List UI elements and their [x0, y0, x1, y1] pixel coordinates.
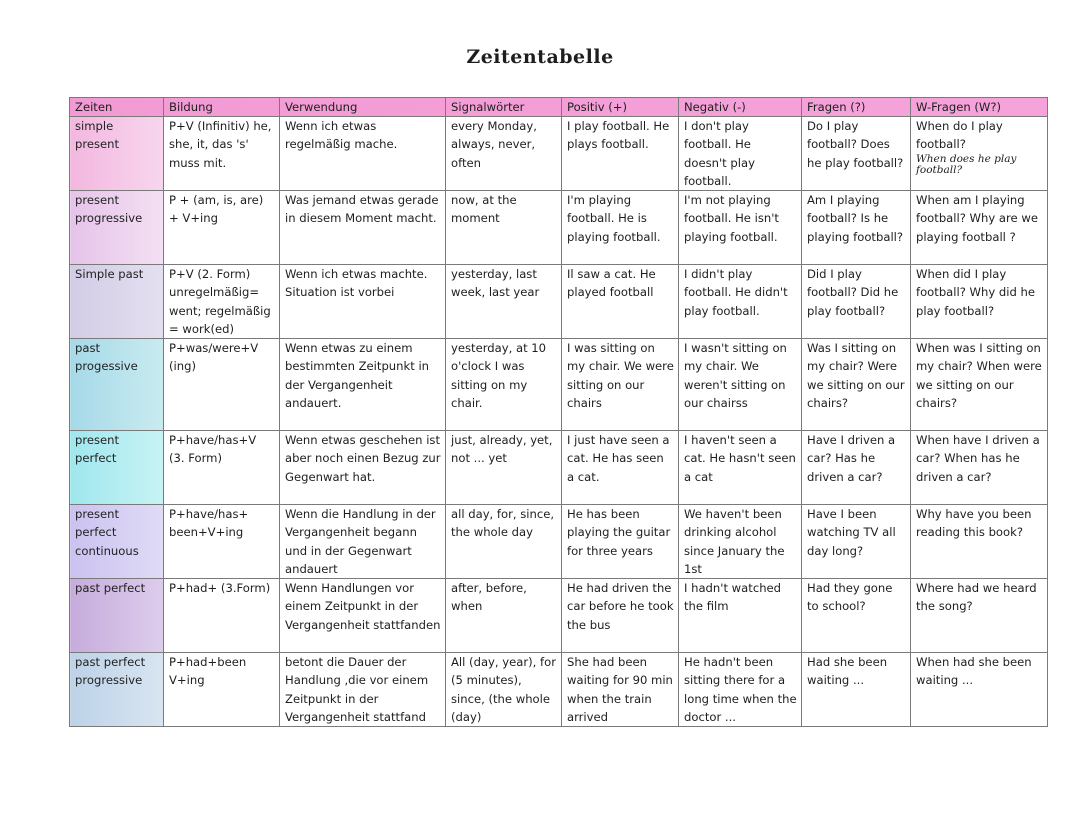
- verwendung-cell: betont die Dauer der Handlung ,die vor einem Zeitpunkt in der Vergangenheit stattfand: [280, 653, 446, 727]
- header-bildung: Bildung: [164, 98, 280, 117]
- header-positiv: Positiv (+): [562, 98, 679, 117]
- bildung-cell: P+V (2. Form) unregelmäßig= went; regelmäßig = work(ed): [164, 265, 280, 339]
- positiv-cell: I'm playing football. He is playing football.: [562, 191, 679, 265]
- positiv-cell: She had been waiting for 90 min when the train arrived: [562, 653, 679, 727]
- signal-cell: after, before, when: [446, 579, 562, 653]
- tense-cell: past perfect progressive: [70, 653, 164, 727]
- table-row: [70, 653, 1048, 727]
- signal-cell: All (day, year), for (5 minutes), since, (the whole (day): [446, 653, 562, 727]
- verwendung-cell: Wenn Handlungen vor einem Zeitpunkt in der Vergangenheit stattfanden: [280, 579, 446, 653]
- w-fragen-cell: Why have you been reading this book?: [911, 505, 1048, 579]
- table-row: [70, 117, 1048, 191]
- table-row: [70, 191, 1048, 265]
- w-fragen-cell: When had she been waiting ...: [911, 653, 1048, 727]
- header-zeiten: Zeiten: [70, 98, 164, 117]
- positiv-cell: I just have seen a cat. He has seen a cat.: [562, 431, 679, 505]
- tense-cell: present perfect: [70, 431, 164, 505]
- bildung-cell: P+V (Infinitiv) he, she, it, das 's' muss mit.: [164, 117, 280, 191]
- w-fragen-cell: Where had we heard the song?: [911, 579, 1048, 653]
- verwendung-cell: Wenn ich etwas machte. Situation ist vorbei: [280, 265, 446, 339]
- bildung-cell: P+was/were+V (ing): [164, 339, 280, 431]
- fragen-cell: Had she been waiting ...: [802, 653, 911, 727]
- positiv-cell: He had driven the car before he took the bus: [562, 579, 679, 653]
- tense-cell: past perfect: [70, 579, 164, 653]
- header-verwendung: Verwendung: [280, 98, 446, 117]
- signal-cell: yesterday, at 10 o'clock I was sitting on my chair.: [446, 339, 562, 431]
- bildung-cell: P+had+been V+ing: [164, 653, 280, 727]
- table-row: [70, 431, 1048, 505]
- fragen-cell: Am I playing football? Is he playing football?: [802, 191, 911, 265]
- bildung-cell: P+have/has+V (3. Form): [164, 431, 280, 505]
- tense-cell: present progressive: [70, 191, 164, 265]
- verwendung-cell: Wenn die Handlung in der Vergangenheit begann und in der Gegenwart andauert: [280, 505, 446, 579]
- positiv-cell: I was sitting on my chair. We were sitting on our chairs: [562, 339, 679, 431]
- positiv-cell: Il saw a cat. He played football: [562, 265, 679, 339]
- fragen-cell: Had they gone to school?: [802, 579, 911, 653]
- verwendung-cell: Wenn etwas zu einem bestimmten Zeitpunkt in der Vergangenheit andauert.: [280, 339, 446, 431]
- verwendung-cell: Wenn etwas geschehen ist aber noch einen Bezug zur Gegenwart hat.: [280, 431, 446, 505]
- w-fragen-cell: When am I playing football? Why are we playing football ?: [911, 191, 1048, 265]
- header-fragen: Fragen (?): [802, 98, 911, 117]
- fragen-cell: Do I play football? Does he play football?: [802, 117, 911, 191]
- signal-cell: now, at the moment: [446, 191, 562, 265]
- w-fragen-cell: [911, 117, 1048, 191]
- tense-cell: present perfect continuous: [70, 505, 164, 579]
- page-title: Zeitentabelle: [466, 46, 614, 68]
- signal-cell: all day, for, since, the whole day: [446, 505, 562, 579]
- signal-cell: yesterday, last week, last year: [446, 265, 562, 339]
- negativ-cell: He hadn't been sitting there for a long time when the doctor ...: [679, 653, 802, 727]
- w-fragen-cell: When was I sitting on my chair? When were we sitting on our chairs?: [911, 339, 1048, 431]
- negativ-cell: I don't play football. He doesn't play football.: [679, 117, 802, 191]
- fragen-cell: Did I play football? Did he play football?: [802, 265, 911, 339]
- negativ-cell: I'm not playing football. He isn't playing football.: [679, 191, 802, 265]
- w-fragen-cell: When have I driven a car? When has he driven a car?: [911, 431, 1048, 505]
- negativ-cell: I didn't play football. He didn't play football.: [679, 265, 802, 339]
- signal-cell: just, already, yet, not ... yet: [446, 431, 562, 505]
- fragen-cell: Have I driven a car? Has he driven a car?: [802, 431, 911, 505]
- negativ-cell: We haven't been drinking alcohol since January the 1st: [679, 505, 802, 579]
- table-row: [70, 579, 1048, 653]
- tense-cell: past progessive: [70, 339, 164, 431]
- w-fragen-cell: When did I play football? Why did he play football?: [911, 265, 1048, 339]
- verwendung-cell: Was jemand etwas gerade in diesem Moment macht.: [280, 191, 446, 265]
- bildung-cell: P+had+ (3.Form): [164, 579, 280, 653]
- signal-cell: every Monday, always, never, often: [446, 117, 562, 191]
- negativ-cell: I hadn't watched the film: [679, 579, 802, 653]
- table-row: [70, 339, 1048, 431]
- negativ-cell: I haven't seen a cat. He hasn't seen a cat: [679, 431, 802, 505]
- header-signalwoerter: Signalwörter: [446, 98, 562, 117]
- bildung-cell: P+have/has+ been+V+ing: [164, 505, 280, 579]
- table-row: [70, 265, 1048, 339]
- fragen-cell: Was I sitting on my chair? Were we sitting on our chairs?: [802, 339, 911, 431]
- w-fragen-text: When do I play football?: [916, 119, 1003, 152]
- positiv-cell: He has been playing the guitar for three years: [562, 505, 679, 579]
- header-negativ: Negativ (-): [679, 98, 802, 117]
- tense-cell: simple present: [70, 117, 164, 191]
- bildung-cell: P + (am, is, are) + V+ing: [164, 191, 280, 265]
- negativ-cell: I wasn't sitting on my chair. We weren't sitting on our chairss: [679, 339, 802, 431]
- positiv-cell: I play football. He plays football.: [562, 117, 679, 191]
- fragen-cell: Have I been watching TV all day long?: [802, 505, 911, 579]
- handwritten-note: When does he play football?: [916, 152, 1017, 176]
- table-header-row: [70, 98, 1048, 117]
- verwendung-cell: Wenn ich etwas regelmäßig mache.: [280, 117, 446, 191]
- tenses-table: [69, 97, 1048, 727]
- header-w-fragen: W-Fragen (W?): [911, 98, 1048, 117]
- table-row: [70, 505, 1048, 579]
- tense-cell: Simple past: [70, 265, 164, 339]
